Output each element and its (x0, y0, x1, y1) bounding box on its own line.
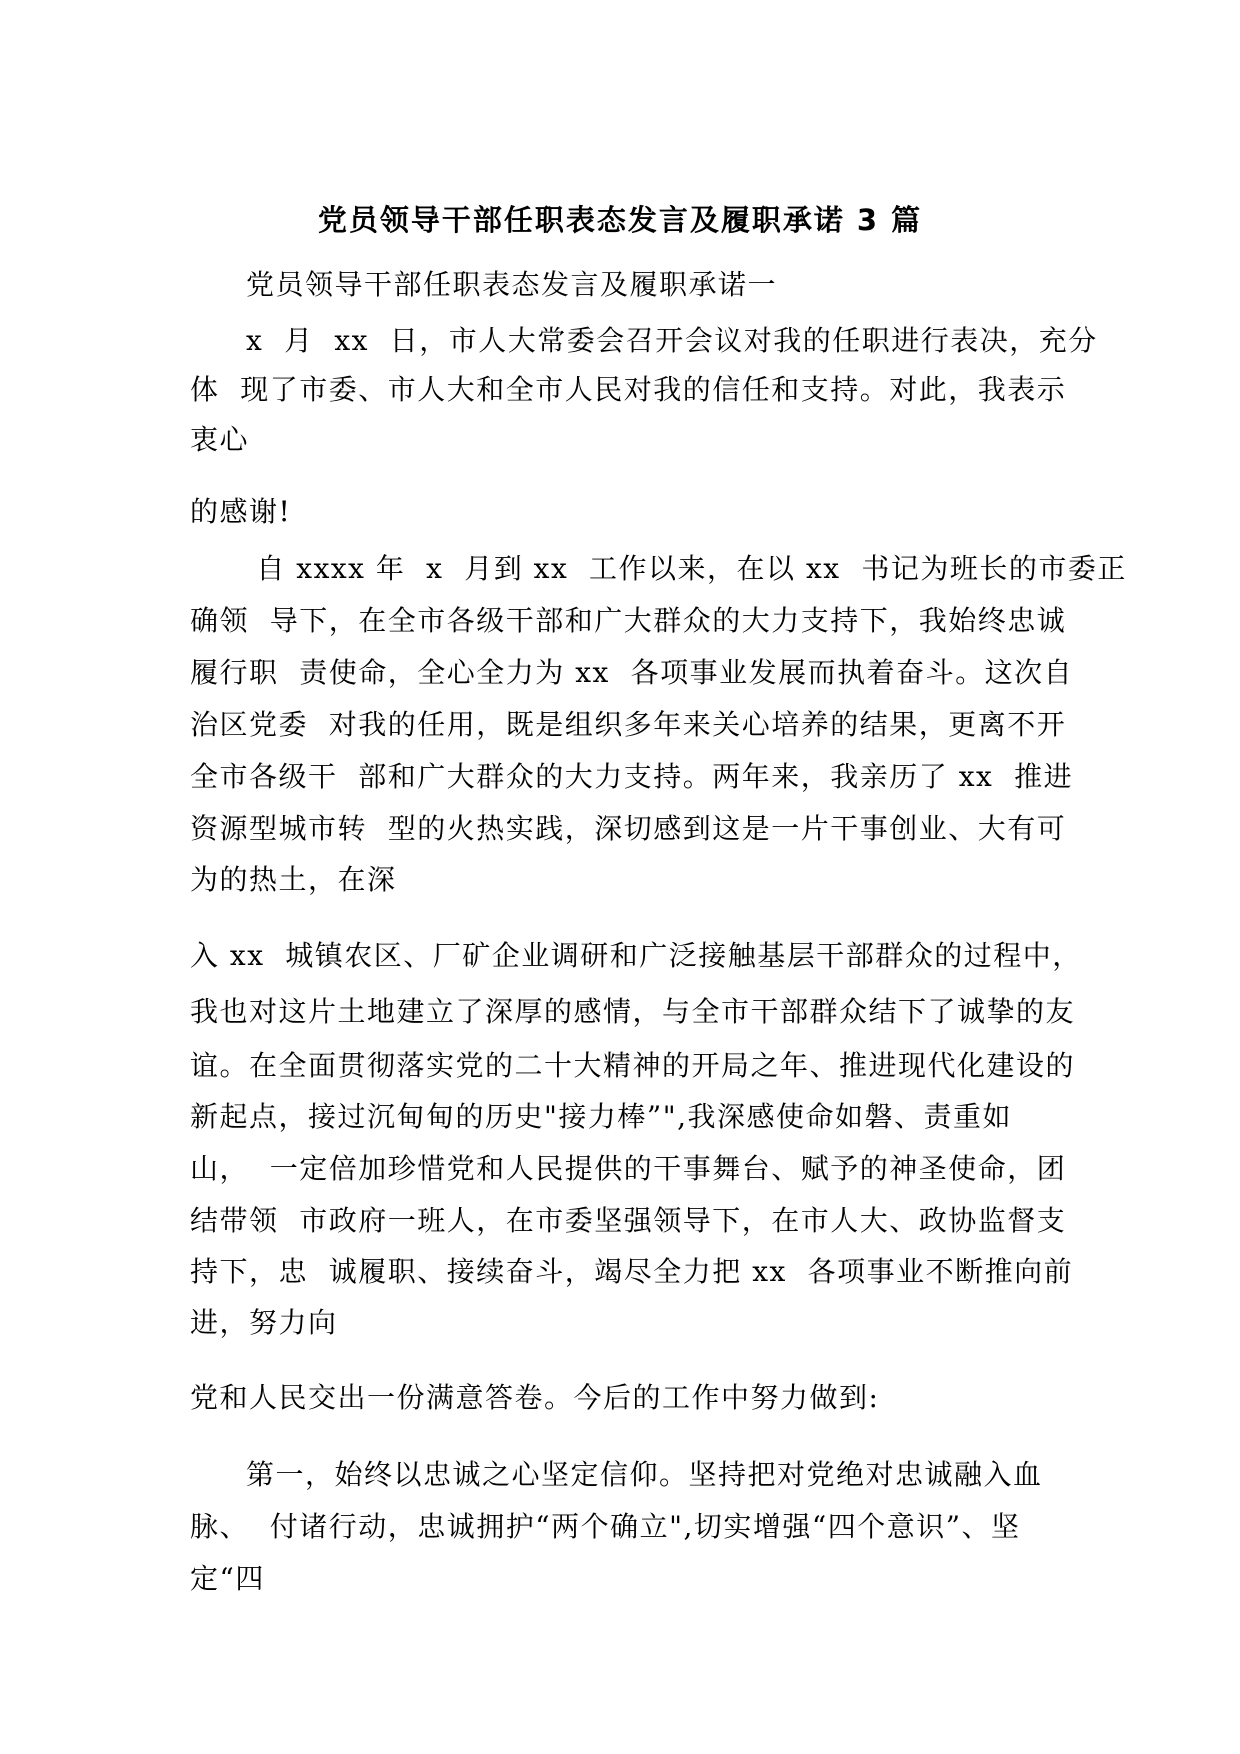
paragraph-line: 确领 导下，在全市各级干部和广大群众的大力支持下，我始终忠诚 (190, 604, 1067, 637)
paragraph-line: 脉、 付诸行动，忠诚拥护“两个确立",切实增强“四个意识”、坚 (190, 1510, 1021, 1543)
paragraph-line: 的感谢! (190, 495, 292, 528)
paragraph-line: 履行职 责使命，全心全力为 xx 各项事业发展而执着奋斗。这次自 (190, 656, 1074, 689)
paragraph-line: 进，努力向 (190, 1306, 338, 1339)
paragraph-line: 新起点，接过沉甸甸的历史"接力棒”",我深感使命如磐、责重如 (190, 1100, 1012, 1133)
paragraph-line: 为的热土，在深 (190, 863, 397, 896)
paragraph-line: 治区党委 对我的任用，既是组织多年来关心培养的结果，更离不开 (190, 708, 1067, 741)
paragraph-line: 谊。在全面贯彻落实党的二十大精神的开局之年、推进现代化建设的 (190, 1049, 1076, 1082)
paragraph-line: 体 现了市委、市人大和全市人民对我的信任和支持。对此，我表示 (190, 373, 1067, 406)
paragraph-line: 结带领 市政府一班人，在市委坚强领导下，在市人大、政协监督支 (190, 1204, 1067, 1237)
paragraph-line: 自 xxxx 年 x 月到 xx 工作以来，在以 xx 书记为班长的市委正 (246, 552, 1127, 585)
paragraph-line: 山， 一定倍加珍惜党和人民提供的干事舞台、赋予的神圣使命，团 (190, 1152, 1067, 1185)
document-title: 党员领导干部任职表态发言及履职承诺 3 篇 (317, 203, 923, 237)
section-heading: 党员领导干部任职表态发言及履职承诺一 (246, 268, 778, 301)
paragraph-line: 我也对这片土地建立了深厚的感情，与全市干部群众结下了诚挚的友 (190, 995, 1076, 1028)
paragraph-line: 定“四 (190, 1562, 265, 1595)
paragraph-line: 持下，忠 诚履职、接续奋斗，竭尽全力把 xx 各项事业不断推向前 (190, 1255, 1074, 1288)
paragraph-line: 全市各级干 部和广大群众的大力支持。两年来，我亲历了 xx 推进 (190, 760, 1074, 793)
paragraph-line: 资源型城市转 型的火热实践，深切感到这是一片干事创业、大有可 (190, 812, 1067, 845)
paragraph-line: 入 xx 城镇农区、厂矿企业调研和广泛接触基层干部群众的过程中， (190, 939, 1082, 972)
paragraph-line: 第一，始终以忠诚之心坚定信仰。坚持把对党绝对忠诚融入血 (246, 1458, 1043, 1491)
paragraph-line: 衷心 (190, 423, 250, 456)
paragraph-line: x 月 xx 日，市人大常委会召开会议对我的任职进行表决，充分 (246, 324, 1098, 357)
paragraph-line: 党和人民交出一份满意答卷。今后的工作中努力做到: (190, 1381, 880, 1414)
